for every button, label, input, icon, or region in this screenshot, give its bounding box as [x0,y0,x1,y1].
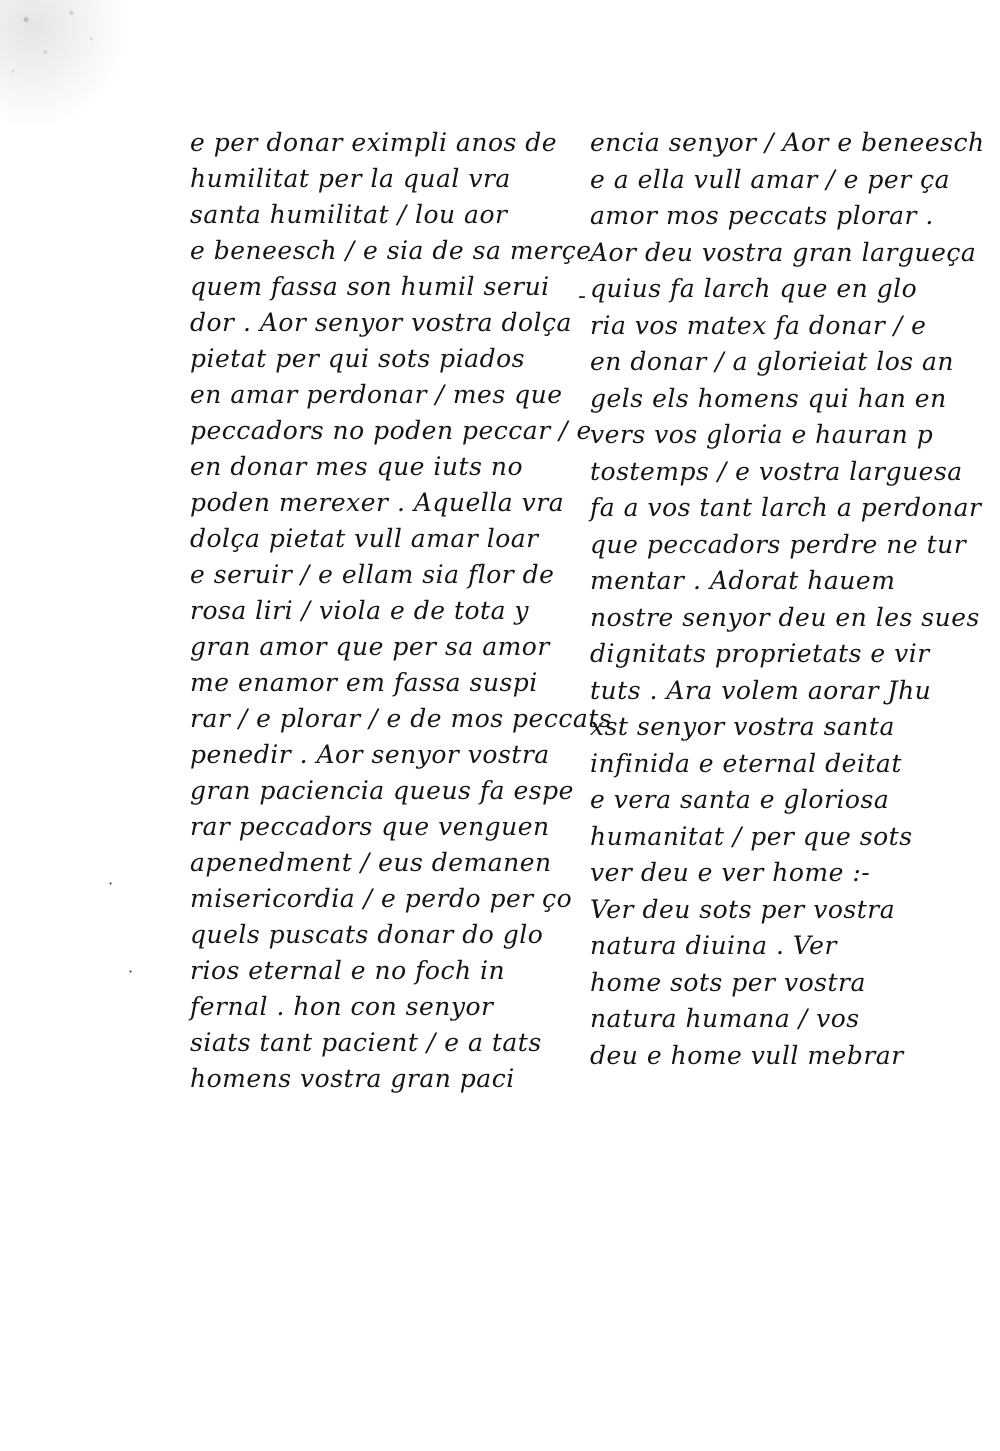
manuscript-line: penedir . Aor senyor vostra [190,740,550,769]
manuscript-line: en donar mes que iuts no [190,452,523,481]
stray-ink-mark: · [128,962,134,981]
manuscript-line: e a ella vull amar / e per ça [590,164,951,194]
manuscript-line: humilitat per la qual vra [190,164,511,193]
manuscript-line: vers vos gloria e hauran p [590,420,934,449]
manuscript-line: rios eternal e no foch in [190,956,506,985]
manuscript-line: fernal . hon con senyor [190,992,494,1021]
manuscript-line: poden merexer . Aquella vra [190,488,565,517]
manuscript-line: quels puscats donar do glo [190,920,544,949]
manuscript-line: peccadors no poden peccar / e [190,416,592,445]
manuscript-line: nostre senyor deu en les sues [590,602,980,632]
manuscript-line: gran paciencia queus fa espe [190,776,574,805]
manuscript-line: en amar perdonar / mes que [190,380,563,409]
manuscript-line: dor . Aor senyor vostra dolça [190,308,572,337]
manuscript-line: infinida e eternal deitat [590,748,902,778]
manuscript-line: homens vostra gran paci [190,1064,515,1093]
manuscript-line: humanitat / per que sots [590,821,913,851]
manuscript-line: e seruir / e ellam sia flor de [190,560,555,589]
manuscript-line: mentar . Adorat hauem [590,566,896,595]
manuscript-line: rar / e plorar / e de mos peccats [190,704,613,733]
manuscript-line: natura humana / vos [590,1004,860,1033]
manuscript-line: gels els homens qui han en [590,383,947,413]
manuscript-line: Ver deu sots per vostra [590,894,896,924]
manuscript-line: siats tant pacient / e a tats [190,1028,542,1057]
manuscript-line: xst senyor vostra santa [590,712,895,741]
manuscript-line: amor mos peccats plorar . [590,201,934,230]
manuscript-line: e beneesch / e sia de sa merçe [190,236,592,265]
manuscript-line: misericordia / e perdo per ço [190,884,573,913]
manuscript-line: pietat per qui sots piados [190,344,525,373]
manuscript-line: encia senyor / Aor e beneesch [590,128,985,157]
manuscript-line: en donar / a glorieiat los an [590,347,955,376]
margin-dash-mark: - [578,284,586,309]
manuscript-line: gran amor que per sa amor [190,632,550,661]
manuscript-line: Aor deu vostra gran largueça [590,237,977,267]
manuscript-line: rosa liri / viola e de tota y [190,596,530,625]
manuscript-line: rar peccadors que venguen [190,812,550,841]
manuscript-line: que peccadors perdre ne tur [590,529,967,559]
manuscript-line: e per donar eximpli anos de [190,128,558,157]
manuscript-line: e vera santa e gloriosa [590,785,890,814]
stray-ink-mark: · [108,874,114,893]
manuscript-line: quem fassa son humil serui [190,272,550,301]
manuscript-line: apenedment / eus demanen [190,848,552,877]
manuscript-line: natura diuina . Ver [590,931,837,960]
manuscript-line: tuts . Ara volem aorar Jhu [590,675,932,705]
manuscript-line: tostemps / e vostra larguesa [590,456,963,486]
manuscript-line: me enamor em fassa suspi [190,668,538,697]
manuscript-line: dignitats proprietats e vir [590,639,930,668]
manuscript-line: santa humilitat / lou aor [190,200,508,229]
manuscript-line: ria vos matex fa donar / e [590,310,927,340]
manuscript-line: fa a vos tant larch a perdonar [590,493,982,522]
manuscript-line: home sots per vostra [590,967,866,997]
manuscript-line: dolça pietat vull amar loar [190,524,539,553]
corner-stain [0,0,130,130]
manuscript-line: quius fa larch que en glo [590,274,918,303]
manuscript-line: ver deu e ver home :- [590,858,871,887]
manuscript-line: deu e home vull mebrar [590,1040,904,1070]
